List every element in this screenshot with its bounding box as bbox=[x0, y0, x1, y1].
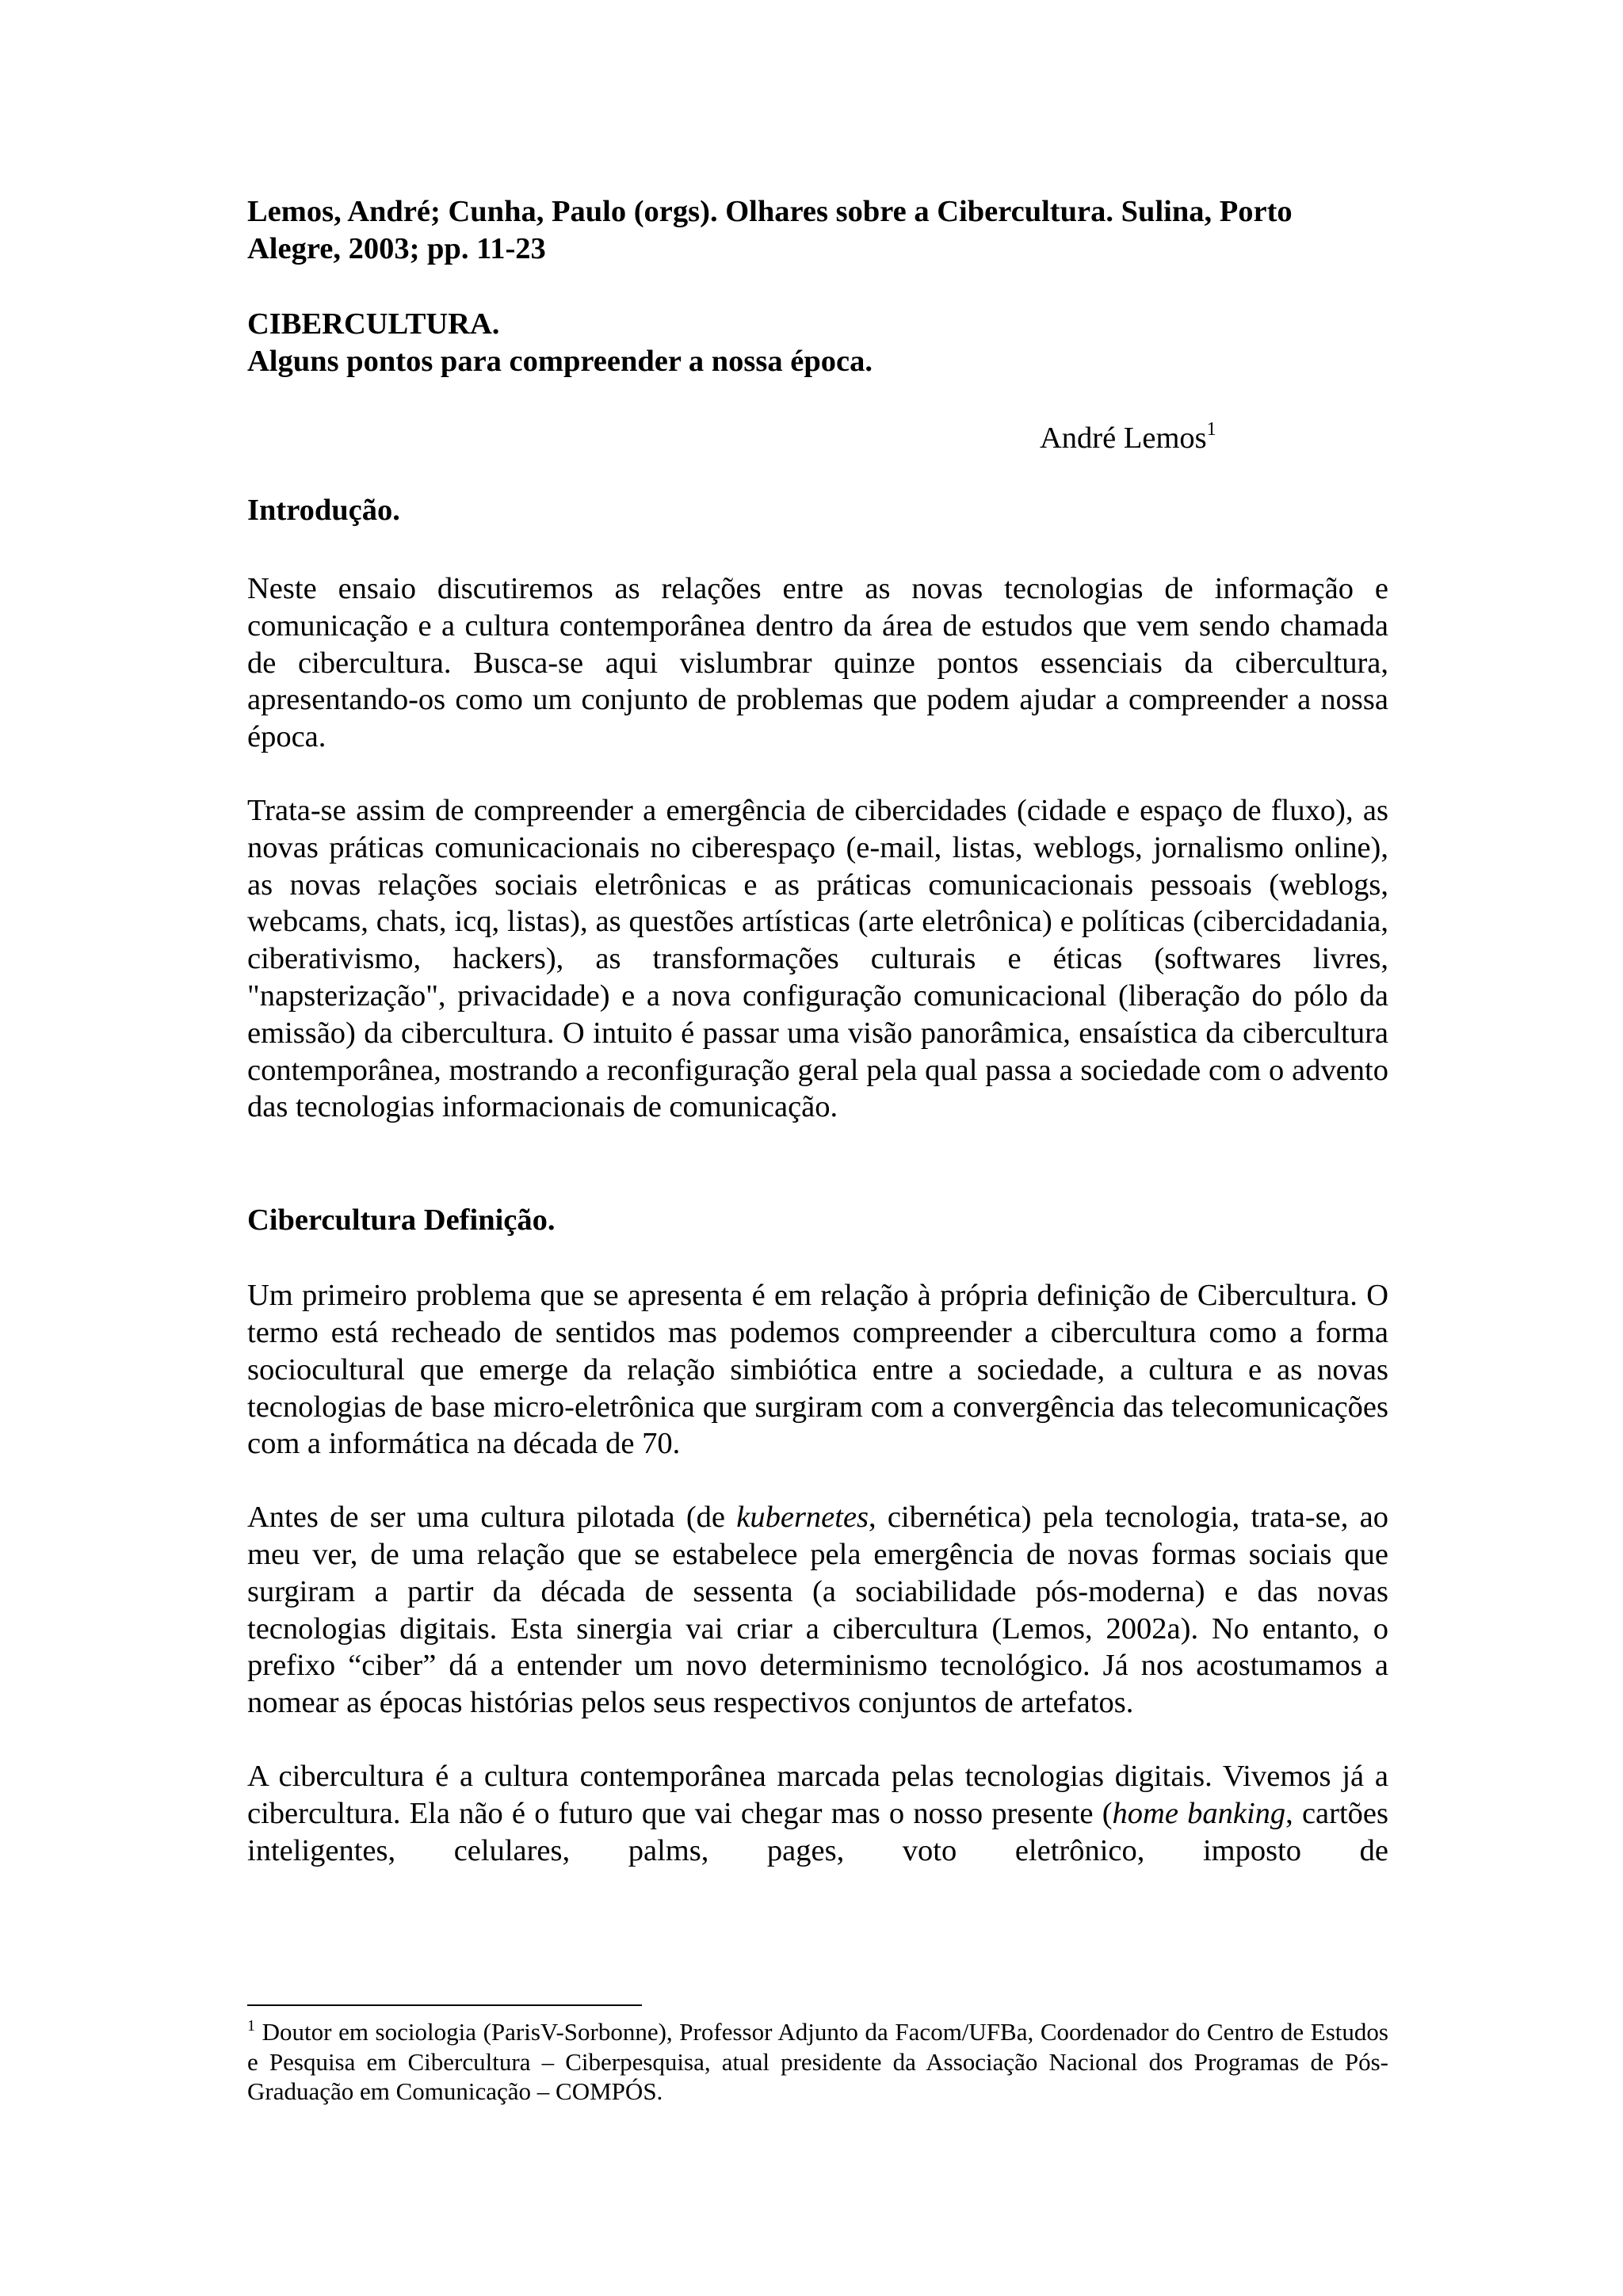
definition-paragraph-3-text-a: A cibercultura é a cultura contemporânea marcada pelas tecnologias digitais. Vivemos já a cibercultura. Ela não é o futuro que vai chegar mas o nosso presente ( bbox=[247, 1759, 1388, 1830]
footnote-mark: 1 bbox=[247, 2017, 255, 2035]
author-line bbox=[247, 420, 1388, 457]
definition-paragraph-2-text-b: , cibernética) pela tecnologia, trata-se, ao meu ver, de uma relação que se estabelece pela emergência de novas formas sociais que surgiram a partir da década de sessenta (a sociabilidade pós-moderna) e das novas tecnologias digitais. Esta sinergia vai criar a cibercultura (Lemos, 2002a). No entanto, o prefixo “ciber” dá a entender um novo determinismo tecnológico. Já nos acostumamos a nomear as épocas histórias pelos seus respectivos conjuntos de artefatos. bbox=[247, 1501, 1388, 1720]
footnote bbox=[247, 2017, 1388, 2107]
author-footnote-mark: 1 bbox=[1206, 419, 1216, 440]
section-heading-definicao: Cibercultura Definição. bbox=[247, 1203, 556, 1238]
document-title: CIBERCULTURA. bbox=[247, 307, 500, 341]
definition-paragraph-3 bbox=[247, 1758, 1388, 1869]
author-name: André Lemos bbox=[1040, 421, 1207, 455]
footnote-text: Doutor em sociologia (ParisV-Sorbonne), Professor Adjunto da Facom/UFBa, Coordenador do Centro de Estudos e Pesquisa em Cibercultura – Ciberpesquisa, atual presidente da Associação Nacional dos Programas de Pós-Graduação em Comunicação – COMPÓS. bbox=[247, 2018, 1388, 2105]
footnote-separator bbox=[247, 2004, 642, 2006]
definition-paragraph-1: Um primeiro problema que se apresenta é em relação à própria definição de Cibercultura. O termo está recheado de sentidos mas podemos compreender a cibercultura como a forma sociocultural que emerge da relação simbiótica entre a sociedade, a cultura e as novas tecnologias de base micro-eletrônica que surgiram com a convergência das telecomunicações com a informática na década de 70. bbox=[247, 1279, 1388, 1461]
bibliographic-reference: Lemos, André; Cunha, Paulo (orgs). Olhares sobre a Cibercultura. Sulina, Porto Alegre, 2003; pp. 11-23 bbox=[247, 195, 1293, 265]
definition-paragraph-2-italic: kubernetes bbox=[736, 1501, 869, 1535]
definition-paragraph-3-text-b: , cartões inteligentes, celulares, palms, pages, voto eletrônico, imposto de bbox=[247, 1796, 1388, 1867]
document-body bbox=[247, 193, 1388, 1869]
definition-paragraph-2-text-a: Antes de ser uma cultura pilotada (de bbox=[247, 1501, 737, 1535]
intro-paragraph-2: Trata-se assim de compreender a emergência de cibercidades (cidade e espaço de fluxo), as novas práticas comunicacionais no ciberespaço (e-mail, listas, weblogs, jornalismo online), as novas relações sociais eletrônicas e as práticas comunicacionais pessoais (weblogs, webcams, chats, icq, listas), as questões artísticas (arte eletrônica) e políticas (cibercidadania, ciberativismo, hackers), as transformações culturais e éticas (softwares livres, "napsterização", privacidade) e a nova configuração comunicacional (liberação do pólo da emissão) da cibercultura. O intuito é passar uma visão panorâmica, ensaística da cibercultura contemporânea, mostrando a reconfiguração geral pela qual passa a sociedade com o advento das tecnologias informacionais de comunicação. bbox=[247, 793, 1388, 1124]
definition-paragraph-3-italic: home banking bbox=[1112, 1796, 1286, 1830]
intro-paragraph-1: Neste ensaio discutiremos as relações entre as novas tecnologias de informação e comunicação e a cultura contemporânea dentro da área de estudos que vem sendo chamada de cibercultura. Busca-se aqui vislumbrar quinze pontos essenciais da cibercultura, apresentando-os como um conjunto de problemas que podem ajudar a compreender a nossa época. bbox=[247, 572, 1388, 754]
definition-paragraph-2 bbox=[247, 1499, 1388, 1722]
section-heading-introducao: Introdução. bbox=[247, 494, 400, 527]
title-block bbox=[247, 306, 1388, 380]
document-subtitle: Alguns pontos para compreender a nossa época. bbox=[247, 345, 873, 378]
